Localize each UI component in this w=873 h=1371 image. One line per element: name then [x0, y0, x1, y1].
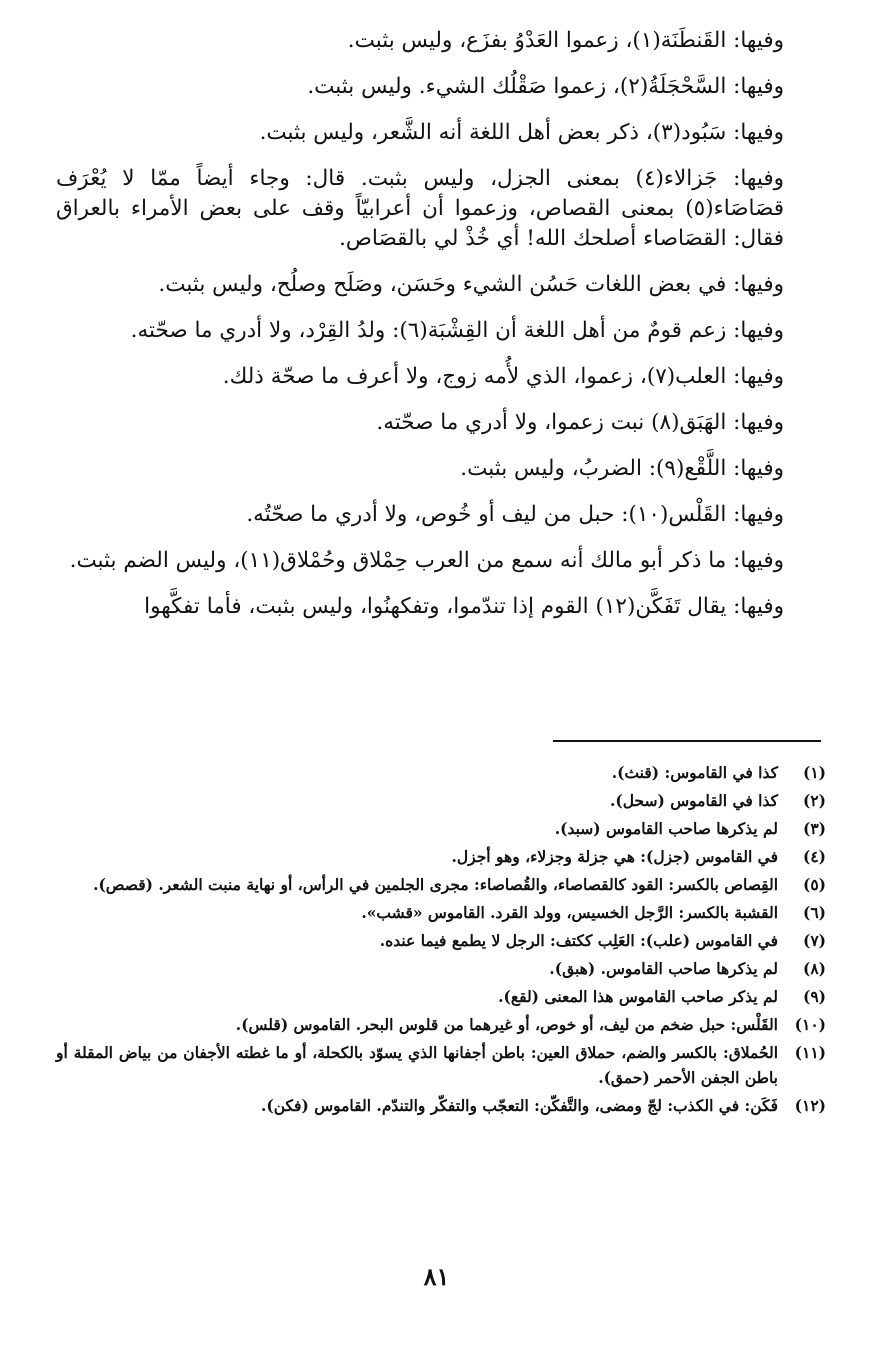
footnote-number: (٥) [802, 875, 826, 894]
paragraph-12: وفيها: يقال تَفَكَّن(١٢) القوم إذا تندّموا، وتفكهنُوا، وليس بثبت، فأما تفكَّهوا [144, 594, 784, 619]
footnote [56, 1040, 826, 1090]
paragraph-11: وفيها: ما ذكر أبو مالك أنه سمع من العرب حِمْلاق وحُمْلاق(١١)، وليس الضم بثبت. [69, 548, 784, 573]
paragraph-7: وفيها: العلب(٧)، زعموا، الذي لأُمه زوج، ولا أعرف ما صحّة ذلك. [222, 364, 784, 389]
footnote-text: في القاموس (علب): العَلِب ككتف: الرجل لا يطمع فيما عنده. [379, 931, 778, 950]
paragraph-5: وفيها: في بعض اللغات حَسُن الشيء وحَسَن، وصَلَح وصلُح، وليس بثبت. [158, 272, 784, 297]
footnote [56, 928, 826, 953]
footnote-text: كذا في القاموس (سحل). [610, 791, 778, 810]
footnote-number: (١٢) [794, 1096, 826, 1115]
paragraph-1: وفيها: القَنطَنَة(١)، زعموا العَدْوُ بفزَع، وليس بثبت. [347, 28, 784, 53]
footnote-text: في القاموس (جزل): هي جزلة وجزلاء، وهو أجزل. [451, 847, 778, 866]
footnote-number: (٧) [802, 931, 826, 950]
footnote-text: القَلْس: حبل ضخم من ليف، أو خوص، أو غيرهما من قلوس البحر. القاموس (قلس). [235, 1015, 778, 1034]
footnote-text: القِصاص بالكسر: القود كالقصاصاء، والقُصاصاء: مجرى الجلمين في الرأس، أو نهاية منبت الشعر. (قصص). [93, 875, 778, 894]
footnote-text: الحُملاق: بالكسر والضم، حملاق العين: باطن أجفانها الذي يسوّد بالكحلة، أو ما غطته الأجفان من بياض المقلة أو باطن الجفن الأحمر (حمق). [56, 1043, 778, 1087]
footnote [56, 956, 826, 981]
footnote-number: (٢) [802, 791, 826, 810]
footnote [56, 872, 826, 897]
footnote-number: (٦) [802, 903, 826, 922]
footnote-text: لم يذكرها صاحب القاموس. (هبق). [549, 959, 778, 978]
paragraph-3: وفيها: سَبُود(٣)، ذكر بعض أهل اللغة أنه الشَّعر، وليس بثبت. [259, 120, 784, 145]
footnote-number: (١) [802, 763, 826, 782]
footnote-text: كذا في القاموس: (قنث). [611, 763, 778, 782]
footnote-number: (١٠) [794, 1015, 826, 1034]
paragraph-2: وفيها: السَّحْجَلَةُ(٢)، زعموا صَقْلُك الشيء. وليس بثبت. [307, 74, 784, 99]
footnote-text: لم يذكرها صاحب القاموس (سبد). [554, 819, 778, 838]
footnote-number: (١١) [794, 1043, 826, 1062]
footnote [56, 900, 826, 925]
footnote [56, 816, 826, 841]
footnote-number: (٩) [802, 987, 826, 1006]
page-number: ٨١ [423, 1262, 450, 1291]
footnote [56, 984, 826, 1009]
footnote [56, 1012, 826, 1037]
footnote-text: فَكَن: في الكذب: لجّ ومضى، والتَّفكّن: التعجّب والتفكّر والتندّم. القاموس (فكن). [260, 1096, 778, 1115]
footnote-number: (٤) [802, 847, 826, 866]
main-text [56, 26, 826, 638]
paragraph-9: وفيها: اللَّقْع(٩): الضربُ، وليس بثبت. [460, 456, 784, 481]
footnote-separator [553, 740, 821, 742]
footnote [56, 788, 826, 813]
paragraph-10: وفيها: القَلْس(١٠): حبل من ليف أو خُوص، ولا أدري ما صحّتُه. [246, 502, 784, 527]
paragraph-4: وفيها: جَزالاء(٤) بمعنى الجزل، وليس بثبت. قال: وجاء أيضاً ممّا لا يُعْرَف قصَاصَاء(٥) بمعنى القصاص، وزعموا أن أعرابيّاً وقف على بعض الأمراء بالعراق فقال: القصَاصاء أصلحك الله! أي خُذْ لي بالقصَاص. [56, 166, 784, 251]
footnote-text: القشبة بالكسر: الرَّجل الخسيس، وولد القرد. القاموس «قشب». [361, 903, 778, 922]
paragraph-8: وفيها: الهَبَق(٨) نبت زعموا، ولا أدري ما صحّته. [376, 410, 784, 435]
footnotes [56, 760, 826, 1121]
footnote [56, 1093, 826, 1118]
footnote [56, 844, 826, 869]
footnote [56, 760, 826, 785]
footnote-number: (٣) [802, 819, 826, 838]
footnote-number: (٨) [802, 959, 826, 978]
paragraph-6: وفيها: زعم قومٌ من أهل اللغة أن القِشْبَة(٦): ولدُ القِرْد، ولا أدري ما صحّته. [130, 318, 784, 343]
footnote-text: لم يذكر صاحب القاموس هذا المعنى (لقع). [498, 987, 778, 1006]
